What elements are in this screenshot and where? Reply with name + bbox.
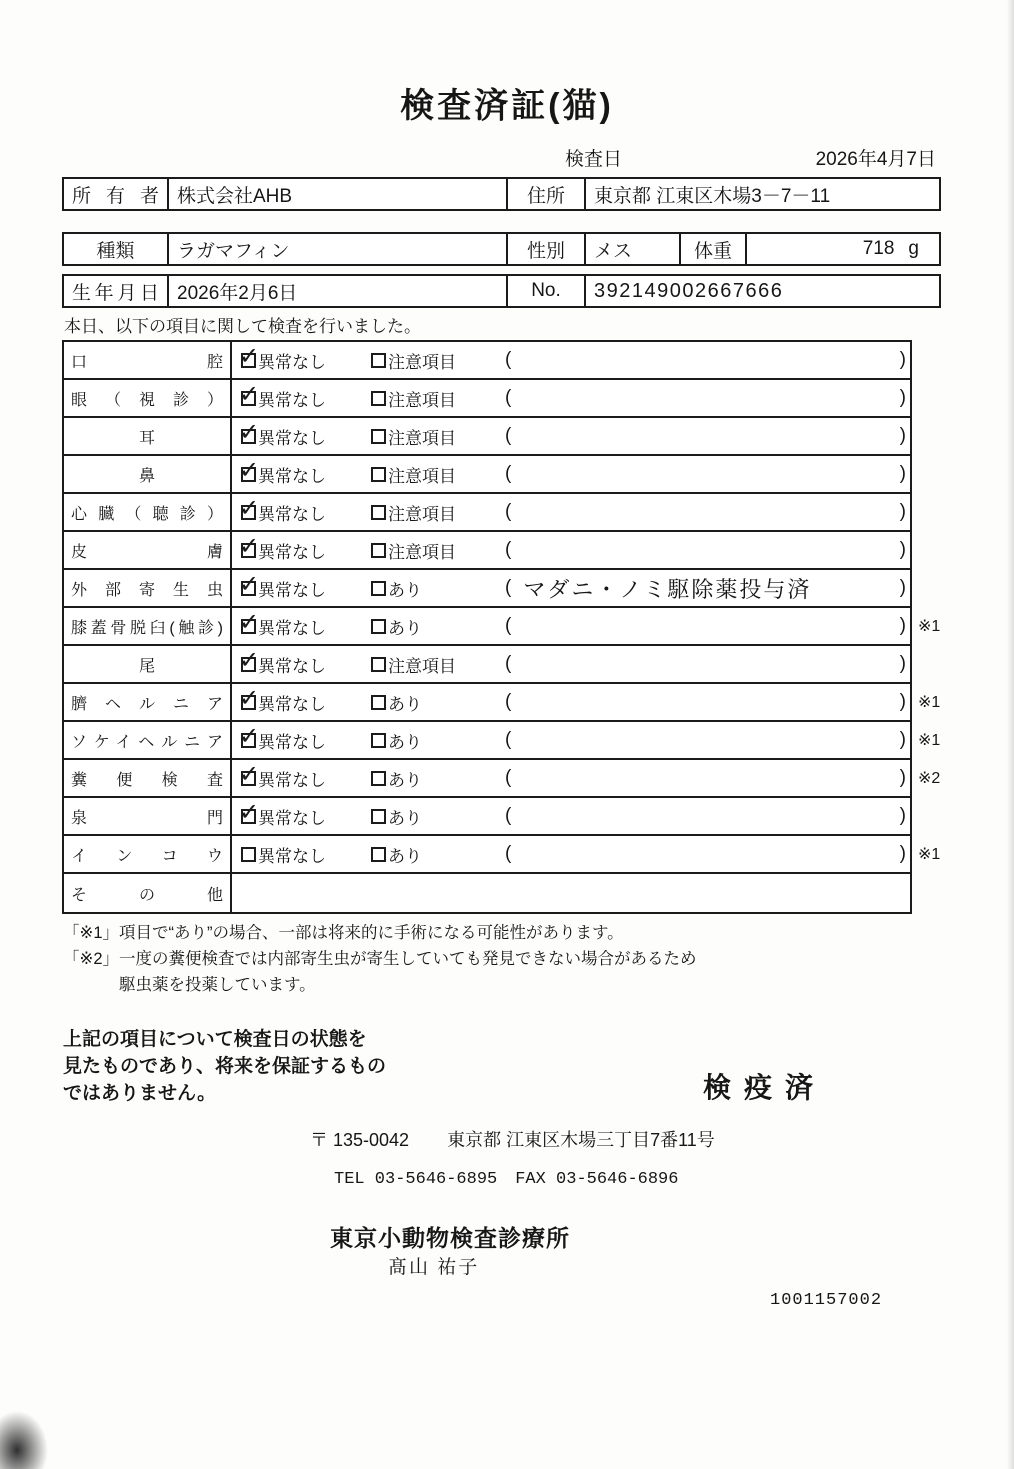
birth-info-table [62, 274, 941, 308]
checklist-item-cell [64, 494, 232, 530]
address-label: 住所 [506, 179, 584, 209]
clinic-address-line [310, 1126, 715, 1152]
checkbox-option-normal[interactable] [241, 728, 371, 753]
weight-value-cell [745, 234, 939, 264]
checklist-row [64, 608, 941, 646]
checkbox-label: あり [388, 694, 422, 714]
checkbox-option-flag[interactable] [371, 348, 505, 373]
disclaimer-line-3: ではありません。 [63, 1083, 217, 1104]
checkbox-label: 異常なし [258, 504, 326, 524]
checkbox-option-flag[interactable] [371, 652, 505, 677]
paren-open: ( [505, 805, 512, 826]
checkbox-option-flag[interactable] [371, 538, 505, 563]
paren-open: ( [505, 425, 512, 446]
footnote-ref: ※2 [918, 770, 941, 787]
checkbox-option-flag[interactable] [371, 804, 505, 829]
inspection-date-line [565, 144, 936, 171]
checklist-row [64, 342, 910, 380]
breed-value: ラガマフィン [167, 234, 506, 264]
checklist-item-cell [64, 798, 232, 834]
checklist-item-cell [64, 456, 232, 492]
checkbox-option-normal[interactable] [241, 386, 371, 411]
checkbox-label: 異常なし [258, 542, 326, 562]
checkbox-option-flag[interactable] [371, 462, 505, 487]
checkbox-icon [241, 847, 256, 862]
checkbox-icon [241, 391, 256, 406]
checkbox-option-flag[interactable] [371, 386, 505, 411]
checklist-item-label: 口腔 [71, 353, 223, 371]
footnotes [63, 920, 933, 998]
checklist-row [64, 684, 941, 722]
checklist-item-cell [64, 646, 232, 682]
finding-field [505, 463, 910, 485]
checkbox-label: 注意項目 [388, 542, 456, 562]
checklist-options-cell [232, 342, 910, 378]
checkbox-label: 注意項目 [388, 504, 456, 524]
checkbox-label: 異常なし [258, 618, 326, 638]
checkbox-icon [241, 695, 256, 710]
checklist-item-label: ソケイヘルニア [71, 733, 223, 751]
checkbox-icon [371, 657, 386, 672]
paren-close: ) [899, 843, 906, 864]
checklist-row [64, 380, 910, 418]
owner-value: 株式会社AHB [167, 179, 506, 209]
paren-open: ( [505, 349, 512, 370]
checkbox-option-flag[interactable] [371, 614, 505, 639]
birthdate-label-cell [64, 276, 167, 306]
checklist-row [64, 646, 910, 684]
finding-field [505, 615, 910, 637]
checklist-options-cell [232, 646, 910, 682]
paren-open: ( [505, 615, 512, 636]
checkbox-option-normal[interactable] [241, 348, 371, 373]
checklist-options-cell [232, 722, 910, 758]
checklist-item-cell [64, 342, 232, 378]
checkbox-label: 異常なし [258, 352, 326, 372]
paren-open: ( [505, 387, 512, 408]
checkbox-label: 注意項目 [388, 390, 456, 410]
checkbox-icon [371, 467, 386, 482]
finding-field [505, 387, 910, 409]
checklist-row [64, 722, 941, 760]
clinic-address: 東京都 江東区木場三丁目7番11号 [447, 1130, 715, 1150]
checklist-options-cell [232, 532, 910, 568]
checkbox-option-flag[interactable] [371, 842, 505, 867]
finding-field [505, 843, 910, 865]
footnote-1: 「※1」項目で“あり”の場合、一部は将来的に手術になる可能性があります。 [63, 924, 624, 942]
weight-label: 体重 [679, 234, 745, 264]
paren-open: ( [505, 463, 512, 484]
checkbox-label: 異常なし [258, 808, 326, 828]
checkbox-icon [371, 809, 386, 824]
checklist-row [64, 456, 910, 494]
paren-open: ( [505, 501, 512, 522]
quarantine-stamp: 検疫済 [703, 1072, 827, 1103]
checklist-item-label: その他 [71, 886, 223, 904]
checklist-row [64, 494, 910, 532]
checkbox-label: あり [388, 846, 422, 866]
finding-field [505, 767, 910, 789]
checklist-item-cell [64, 836, 232, 872]
checkbox-option-normal[interactable] [241, 538, 371, 563]
footnote-ref: ※1 [918, 694, 941, 711]
finding-field [505, 729, 910, 751]
owner-info-table [62, 177, 941, 211]
intro-text: 本日、以下の項目に関して検査を行いました。 [64, 317, 421, 336]
checklist-item-cell [64, 532, 232, 568]
checkbox-label: 異常なし [258, 732, 326, 752]
scan-artifact-edge [1007, 0, 1014, 1469]
checkbox-option-normal[interactable] [241, 500, 371, 525]
sex-label: 性別 [506, 234, 584, 264]
checklist-item-cell [64, 380, 232, 416]
paren-open: ( [505, 539, 512, 560]
paren-open: ( [505, 577, 512, 598]
checklist-options-cell [232, 760, 910, 796]
checklist-item-cell [64, 418, 232, 454]
owner-label: 所有者 [72, 185, 159, 207]
paren-close: ) [899, 615, 906, 636]
paren-close: ) [899, 425, 906, 446]
paren-close: ) [899, 577, 906, 598]
checkbox-label: 注意項目 [388, 466, 456, 486]
checkbox-label: あり [388, 580, 422, 600]
checkbox-option-flag[interactable] [371, 500, 505, 525]
finding-field [505, 691, 910, 713]
checkbox-label: 注意項目 [388, 352, 456, 372]
finding-field [505, 425, 910, 447]
finding-field [505, 653, 910, 675]
checklist-options-cell [232, 684, 910, 720]
footnote-2-continued: 駆虫薬を投薬しています。 [119, 976, 316, 994]
checklist-row [64, 418, 910, 456]
checklist-options-cell [232, 798, 910, 834]
checklist-item-label: 外部寄生虫 [71, 581, 223, 599]
paren-close: ) [899, 463, 906, 484]
checklist-options-cell [232, 570, 910, 606]
clinic-phone-line [334, 1170, 678, 1189]
checklist-options-cell [232, 836, 910, 872]
checkbox-icon [241, 771, 256, 786]
checkbox-option-flag[interactable] [371, 728, 505, 753]
checklist-options-cell [232, 380, 910, 416]
document-number: 1001157002 [770, 1291, 883, 1310]
checklist-item-label: 尾 [138, 657, 155, 675]
paren-close: ) [899, 767, 906, 788]
finding-field [505, 805, 910, 827]
checkbox-option-flag[interactable] [371, 424, 505, 449]
checkbox-icon [241, 505, 256, 520]
sex-value: メス [584, 234, 679, 264]
paren-close: ) [899, 539, 906, 560]
birthdate-value: 2026年2月6日 [167, 276, 506, 306]
disclaimer-line-1: 上記の項目について検査日の状態を [63, 1029, 367, 1050]
checklist-row [64, 798, 910, 836]
checkbox-icon [241, 429, 256, 444]
checklist-options-cell [232, 494, 910, 530]
checkbox-option-flag[interactable] [371, 690, 505, 715]
checklist-row [64, 836, 941, 874]
checkbox-icon [371, 695, 386, 710]
paren-close: ) [899, 501, 906, 522]
checklist-item-cell [64, 570, 232, 606]
checklist-row [64, 532, 910, 570]
checkbox-label: 異常なし [258, 390, 326, 410]
checklist-options-cell [232, 874, 910, 912]
checklist-item-cell [64, 722, 232, 758]
checkbox-label: 異常なし [258, 656, 326, 676]
checklist-options-cell [232, 418, 910, 454]
birthdate-label: 生年月日 [72, 282, 159, 304]
checkbox-label: あり [388, 618, 422, 638]
checkbox-icon [241, 809, 256, 824]
checklist-row [64, 570, 910, 608]
checkbox-label: 異常なし [258, 466, 326, 486]
clinic-tel: TEL 03-5646-6895 [334, 1170, 498, 1189]
paren-close: ) [899, 729, 906, 750]
checkbox-option-normal[interactable] [241, 766, 371, 791]
paren-close: ) [899, 805, 906, 826]
paren-close: ) [899, 691, 906, 712]
checkbox-icon [371, 847, 386, 862]
checkbox-option-normal[interactable] [241, 842, 371, 867]
breed-label: 種類 [96, 240, 135, 262]
checkbox-icon [241, 733, 256, 748]
checkbox-icon [371, 353, 386, 368]
checkbox-icon [371, 733, 386, 748]
inspection-date-label: 検査日 [565, 149, 623, 170]
checklist-item-label: 耳 [138, 429, 155, 447]
checkbox-label: 異常なし [258, 580, 326, 600]
finding-text: マダニ・ノミ駆除薬投与済 [523, 576, 812, 602]
checklist-item-cell [64, 874, 232, 912]
finding-field [505, 349, 910, 371]
checkbox-label: 注意項目 [388, 656, 456, 676]
disclaimer-line-2: 見たものであり、将来を保証するもの [63, 1056, 387, 1077]
clinic-postal-code: 〒 135-0042 [310, 1130, 410, 1150]
checkbox-icon [241, 467, 256, 482]
checkbox-label: あり [388, 732, 422, 752]
finding-field [505, 501, 910, 523]
checklist-item-label: 臍ヘルニア [71, 695, 223, 713]
footnote-ref: ※1 [918, 618, 941, 635]
checkbox-icon [241, 657, 256, 672]
checkbox-icon [241, 353, 256, 368]
finding-field [505, 539, 910, 561]
owner-label-cell [64, 179, 167, 209]
paren-open: ( [505, 691, 512, 712]
checkbox-label: 異常なし [258, 694, 326, 714]
finding-field [505, 573, 910, 604]
checkbox-option-flag[interactable] [371, 766, 505, 791]
clinic-fax: FAX 03-5646-6896 [515, 1170, 679, 1189]
checkbox-icon [371, 581, 386, 596]
checkbox-icon [371, 619, 386, 634]
paren-close: ) [899, 349, 906, 370]
checkbox-option-normal[interactable] [241, 576, 371, 601]
checkbox-icon [371, 505, 386, 520]
checkbox-icon [241, 619, 256, 634]
checkbox-label: 注意項目 [388, 428, 456, 448]
checklist-item-cell [64, 608, 232, 644]
checklist-item-cell [64, 760, 232, 796]
registration-no-value: 392149002667666 [584, 276, 939, 306]
footnote-2: 「※2」一度の糞便検査では内部寄生虫が寄生していても発見できない場合があるため [63, 950, 697, 968]
checklist-options-cell [232, 608, 910, 644]
checklist-item-label: 膝蓋骨脱臼(触診) [71, 619, 223, 637]
checkbox-option-flag[interactable] [371, 576, 505, 601]
checkbox-label: 異常なし [258, 846, 326, 866]
inspection-date-value: 2026年4月7日 [815, 149, 936, 170]
paren-open: ( [505, 767, 512, 788]
checklist-item-label: 鼻 [138, 467, 155, 485]
checkbox-option-normal[interactable] [241, 424, 371, 449]
pet-info-table [62, 232, 941, 266]
checkbox-option-normal[interactable] [241, 652, 371, 677]
address-value: 東京都 江東区木場3－7－11 [584, 179, 939, 209]
clinic-name: 東京小動物検査診療所 [330, 1225, 570, 1251]
page-title: 検査済証(猫) [400, 87, 614, 125]
checkbox-icon [371, 429, 386, 444]
checkbox-option-normal[interactable] [241, 804, 371, 829]
checkbox-label: あり [388, 808, 422, 828]
checklist-table [62, 340, 941, 914]
checklist-item-label: 心臓（聴診） [71, 505, 223, 523]
checklist-row [64, 760, 941, 798]
checkbox-icon [241, 581, 256, 596]
checklist-item-label: 糞便検査 [71, 771, 223, 789]
checklist-item-label: 眼（視診） [71, 391, 223, 409]
paren-open: ( [505, 653, 512, 674]
checklist-options-cell [232, 456, 910, 492]
footnote-ref: ※1 [918, 732, 941, 749]
checklist-item-label: 皮膚 [71, 543, 223, 561]
veterinarian-name: 髙山 祐子 [388, 1257, 480, 1278]
checklist-item-label: インコウ [71, 847, 223, 865]
checkbox-label: あり [388, 770, 422, 790]
checkbox-icon [371, 391, 386, 406]
paren-close: ) [899, 387, 906, 408]
weight-unit: g [908, 238, 919, 259]
paren-open: ( [505, 729, 512, 750]
checklist-row [64, 874, 910, 912]
checklist-item-cell [64, 684, 232, 720]
checkbox-icon [371, 771, 386, 786]
checkbox-option-normal[interactable] [241, 462, 371, 487]
registration-no-label: No. [506, 276, 584, 306]
footnote-ref: ※1 [918, 846, 941, 863]
checklist-item-label: 泉門 [71, 809, 223, 827]
checkbox-option-normal[interactable] [241, 690, 371, 715]
disclaimer [63, 1026, 386, 1107]
checkbox-label: 異常なし [258, 770, 326, 790]
checkbox-label: 異常なし [258, 428, 326, 448]
paren-open: ( [505, 843, 512, 864]
scan-artifact-smudge [0, 1411, 48, 1469]
checkbox-option-normal[interactable] [241, 614, 371, 639]
weight-value: 718 [862, 238, 895, 259]
checkbox-icon [241, 543, 256, 558]
checkbox-icon [371, 543, 386, 558]
paren-close: ) [899, 653, 906, 674]
